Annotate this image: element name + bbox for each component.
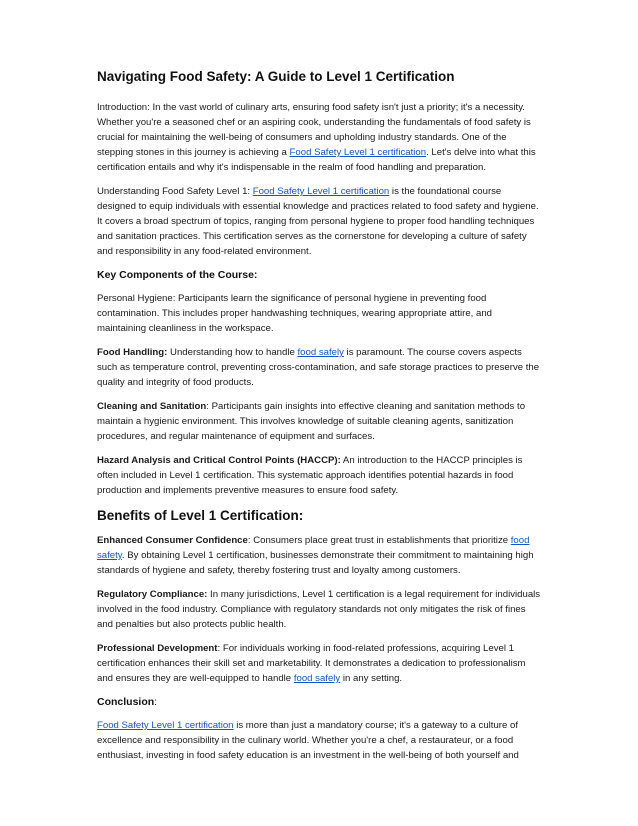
components-heading: Key Components of the Course:: [97, 269, 258, 281]
personal-hygiene-paragraph: Personal Hygiene: Participants learn the significance of personal hygiene in preventing food contamination. This includes proper handwashing techniques, wearing appropriate attire, and maintaining cleanliness in the workspace.: [97, 293, 493, 334]
cleaning-text: : Participants gain insights into effective cleaning and sanitation methods to maintain a hygienic environment. This involves knowledge of suitable cleaning agents, sanitization procedures, and regular maintenance of equipment and surfaces.: [97, 401, 526, 442]
food-handling-text: Understanding how to handle: [167, 347, 298, 358]
haccp-label: Hazard Analysis and Critical Control Points (HACCP):: [97, 455, 341, 466]
cleaning-paragraph: [97, 399, 541, 444]
certification-link[interactable]: Food Safety Level 1 certification: [97, 720, 234, 731]
consumer-confidence-label: Enhanced Consumer Confidence: [97, 535, 248, 546]
conclusion-colon: :: [154, 696, 158, 708]
food-safely-link[interactable]: food safely: [293, 673, 341, 684]
benefits-heading: Benefits of Level 1 Certification:: [97, 508, 304, 523]
article-body: [97, 68, 541, 772]
regulatory-text: In many jurisdictions, Level 1 certification is a legal requirement for individuals involved in the food industry. Compliance with regulatory standards not only mitigates the risk of fines and penalties but also protects public health.: [97, 589, 541, 630]
professional-paragraph: [97, 641, 541, 686]
conclusion-heading-text: Conclusion: [97, 696, 155, 708]
intro-paragraph: [97, 100, 541, 175]
understanding-lead: Understanding Food Safety Level 1:: [97, 186, 253, 197]
certification-link[interactable]: Food Safety Level 1 certification: [289, 147, 427, 158]
understanding-paragraph: [97, 184, 541, 259]
haccp-text: An introduction to the HACCP principles is often included in Level 1 certification. This systematic approach identifies potential hazards in food production and implements preventive measures to ensure food safety.: [97, 455, 523, 496]
certification-link[interactable]: Food Safety Level 1 certification: [252, 186, 390, 197]
regulatory-label: Regulatory Compliance:: [97, 589, 208, 600]
regulatory-paragraph: [97, 587, 541, 632]
professional-label: Professional Development: [97, 643, 218, 654]
understanding-text: is the foundational course designed to equip individuals with essential knowledge and practices related to food safety and hygiene. It covers a broad spectrum of topics, ranging from personal hygiene to proper food handling techniques and sanitation practices. This certification serves as the cornerstone for developing a culture of safety and responsibility in any food-related environment.: [97, 186, 539, 257]
professional-text: : For individuals working in food-related professions, acquiring Level 1 certification enhances their skill set and marketability. It demonstrates a dedication to professionalism and ensures they are well-equipped to handle: [97, 643, 526, 684]
haccp-paragraph: [97, 453, 541, 498]
professional-text-end: in any setting.: [340, 673, 403, 684]
conclusion-text: is more than just a mandatory course; it's a gateway to a culture of excellence and responsibility in the culinary world. Whether you're a chef, a restaurateur, or a food enthusiast, investing in food safety education is an investment in the well-being of both yourself and: [97, 720, 519, 761]
consumer-confidence-paragraph: [97, 533, 541, 578]
consumer-confidence-text: : Consumers place great trust in establishments that prioritize: [247, 535, 511, 546]
food-handling-text-end: is paramount. The course covers aspects such as temperature control, preventing cross-contamination, and safe storage practices to preserve the quality and integrity of food products.: [97, 347, 540, 388]
conclusion-paragraph: [97, 718, 541, 763]
conclusion-heading: [97, 695, 541, 709]
food-handling-label: Food Handling:: [97, 347, 168, 358]
intro-text: Introduction: In the vast world of culinary arts, ensuring food safety isn't just a priority; it's a necessity. Whether you're a seasoned chef or an aspiring cook, understanding the fundamentals of food safety is crucial for maintaining the well-being of consumers and upholding industry standards. One of the stepping stones in this journey is achieving a: [97, 102, 531, 158]
page-title: Navigating Food Safety: A Guide to Level 1 Certification: [97, 69, 455, 84]
intro-text-end: . Let's delve into what this certification entails and why it's indispensable in the realm of food handling and preparation.: [97, 147, 536, 173]
food-safely-link[interactable]: food safely: [297, 347, 344, 358]
food-safety-link[interactable]: food safety: [97, 535, 530, 561]
cleaning-label: Cleaning and Sanitation: [97, 401, 207, 412]
consumer-confidence-text-end: . By obtaining Level 1 certification, businesses demonstrate their commitment to maintaining high standards of hygiene and safety, thereby fostering trust and loyalty among customers.: [97, 550, 534, 576]
food-handling-paragraph: [97, 345, 541, 390]
